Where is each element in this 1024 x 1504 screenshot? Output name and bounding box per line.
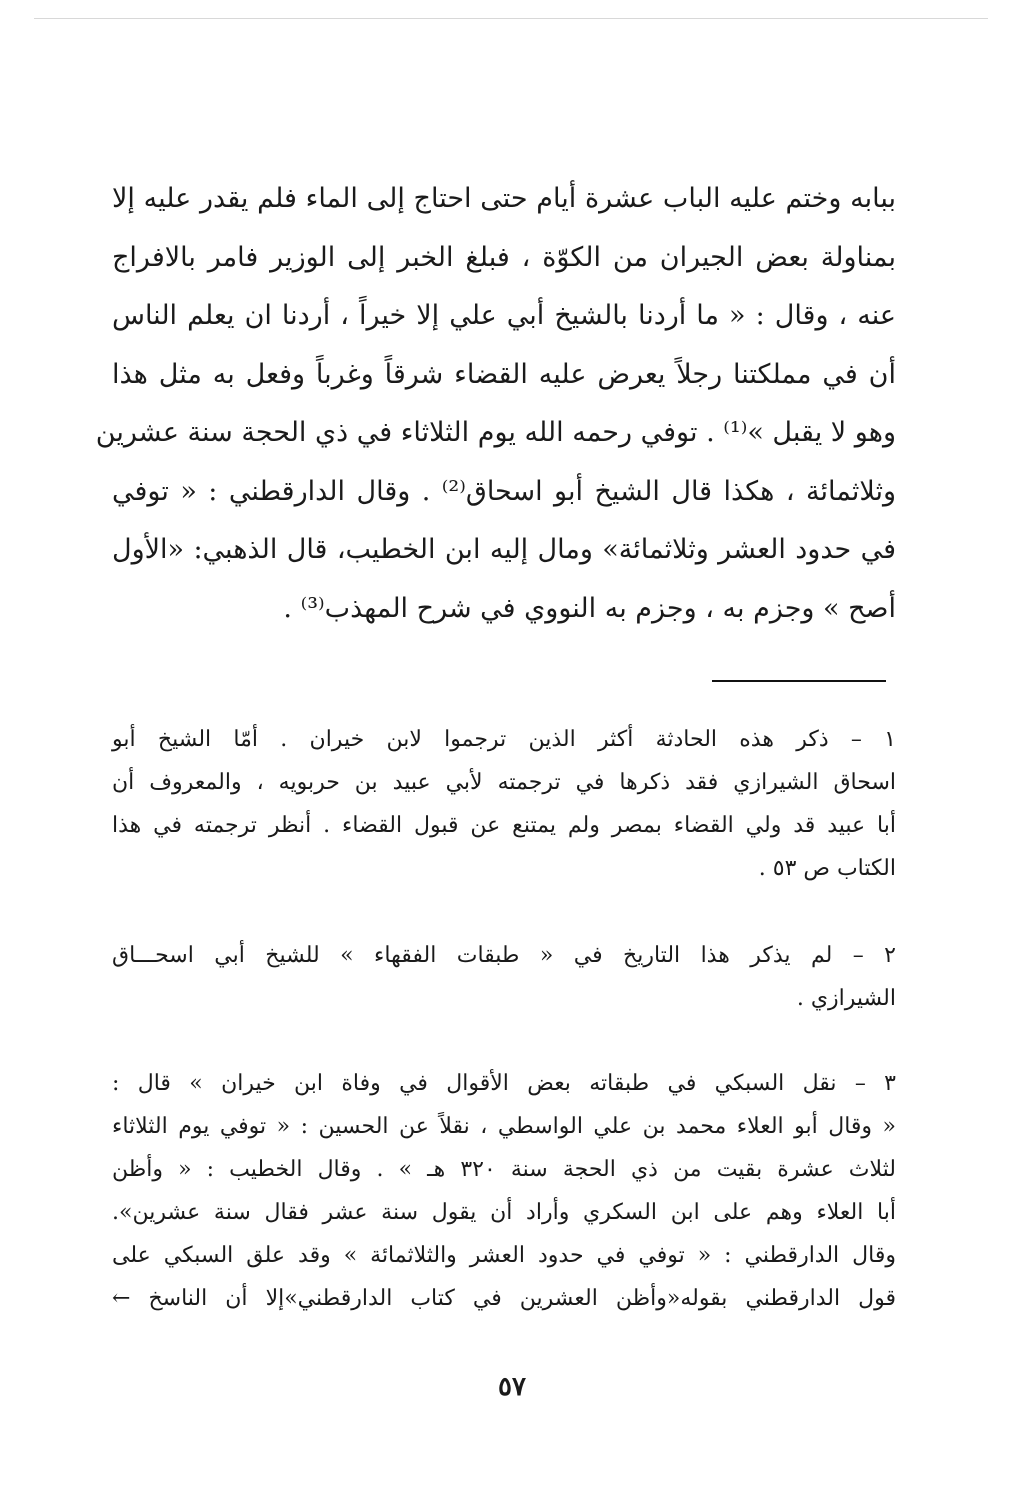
footnote-line: أبا العلاء وهم على ابن السكري وأراد أن يقول سنة عشر فقال سنة عشرين». — [112, 1200, 896, 1225]
footnote-line: وقال الدارقطني : « توفي في حدود العشر والثلاثمائة » وقد علق السبكي على — [112, 1243, 896, 1268]
footnote-line: أبا عبيد قد ولي القضاء بمصر ولم يمتنع عن قبول القضاء . أنظر ترجمته في هذا — [112, 813, 896, 838]
main-text-line: بمناولة بعض الجيران من الكوّة ، فبلغ الخبر إلى الوزير فامر بالافراج — [112, 241, 896, 273]
main-text-line: في حدود العشر وثلاثمائة» ومال إليه ابن الخطيب، قال الذهبي: «الأول — [112, 534, 896, 565]
footnote-line: لثلاث عشرة بقيت من ذي الحجة سنة ٣٢٠ هـ » . وقال الخطيب : « وأظن — [112, 1157, 896, 1182]
main-text-line: عنه ، وقال : « ما أردنا بالشيخ أبي علي إلا خيراً ، أردنا ان يعلم الناس — [112, 300, 896, 331]
footnote-2 — [112, 934, 896, 1020]
footnote-line: ١ – ذكر هذه الحادثة أكثر الذين ترجموا لابن خيران . أمّا الشيخ أبو — [112, 727, 896, 752]
page-number: ٥٧ — [498, 1372, 526, 1402]
main-text-body — [95, 170, 896, 638]
page-top-border — [34, 18, 988, 19]
footnote-line: الكتاب ص ٥٣ . — [758, 856, 896, 881]
footnote-line: الشيرازي . — [796, 986, 896, 1011]
footnote-separator — [712, 680, 886, 682]
main-text-line: ببابه وختم عليه الباب عشرة أيام حتى احتاج إلى الماء فلم يقدر عليه إلا — [112, 183, 896, 214]
footnote-3 — [112, 1062, 896, 1320]
footnote-1 — [112, 718, 896, 890]
footnote-line: قول الدارقطني بقوله«وأظن العشرين في كتاب الدارقطني»إلا أن الناسخ ← — [112, 1286, 896, 1311]
main-text-line: أن في مملكتنا رجلاً يعرض عليه القضاء شرقاً وغرباً وفعل به مثل هذا — [112, 358, 896, 390]
footnote-line: ٢ – لم يذكر هذا التاريخ في « طبقات الفقهاء » للشيخ أبي اسحـــاق — [112, 943, 896, 968]
footnote-line: « وقال أبو العلاء محمد بن علي الواسطي ، نقلاً عن الحسين : « توفي يوم الثلاثاء — [112, 1114, 896, 1139]
main-text-line: وثلاثمائة ، هكذا قال الشيخ أبو اسحاق⁽²⁾ . وقال الدارقطني : « توفي — [112, 475, 896, 507]
main-text-line: أصح » وجزم به ، وجزم به النووي في شرح المهذب⁽³⁾ . — [283, 592, 896, 624]
footnote-line: ٣ – نقل السبكي في طبقاته بعض الأقوال في وفاة ابن خيران » قال : — [112, 1071, 896, 1096]
main-text-line: وهو لا يقبل »⁽¹⁾ . توفي رحمه الله يوم الثلاثاء في ذي الحجة سنة عشرين — [95, 417, 896, 448]
footnote-line: اسحاق الشيرازي فقد ذكرها في ترجمته لأبي عبيد بن حربويه ، والمعروف أن — [112, 770, 896, 795]
